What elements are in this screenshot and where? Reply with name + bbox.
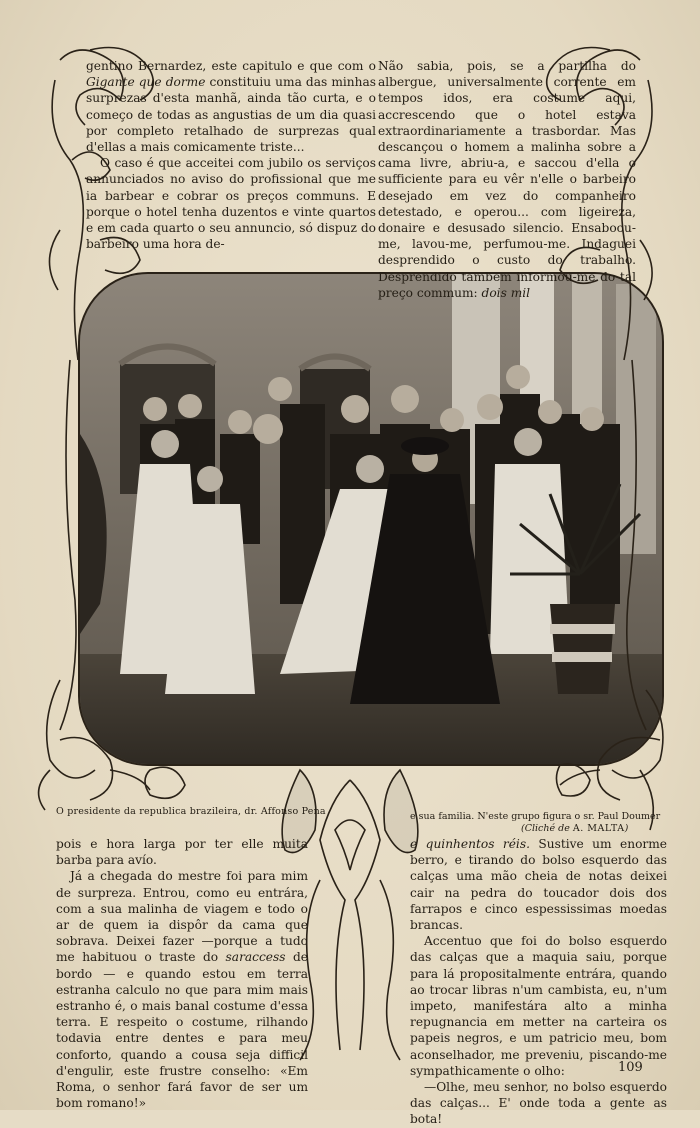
paragraph xyxy=(378,58,636,301)
text-run: gentino Bernardez, este capitulo e que com o xyxy=(86,59,376,73)
paragraph xyxy=(86,58,376,155)
book-title: Gigante que dorme xyxy=(86,75,206,90)
text-run: Não sabia, pois, se a partilha do albergue, universalmente corrente em tempos idos, era costume aqui, accrescendo que o hotel estava extraordinariamente a trasbordar. Mas descançou o homem a malinha sobre a cama livre, abriu-a, e saccou d'ella o sufficiente para eu vêr n'elle o barbeiro desejado em vez do companheiro detestado, e operou... com ligeireza, donaire e desusado silencio. Ensaboou-me, lavou-me, perfumou-me. Indaguei desprendido o custo do trabalho. Desprendido tambem informou-me do tal preço commum: xyxy=(378,59,636,300)
price-text: dois mil xyxy=(481,285,531,300)
article-column-bottom-right xyxy=(410,836,667,1128)
paragraph: O caso é que acceitei com jubilo os serviços annunciados no aviso do profissional que me ia barbear e cobrar os preços communs. E porque o hotel tenha duzentos e vinte quartos e em cada quarto o seu annuncio, só dispuz do barbeiro uma hora de- xyxy=(86,156,376,252)
foreign-word: saraccess xyxy=(225,950,286,965)
article-column-bottom-left xyxy=(56,836,308,1111)
paragraph: —Olhe, meu senhor, no bolso esquerdo das calças... E' onde toda a gente as bota! xyxy=(410,1080,667,1127)
photo-caption-right: e sua familia. N'este grupo figura o sr. Paul Doumer xyxy=(410,811,661,822)
article-column-top-right xyxy=(378,58,636,301)
credit-prefix: (Cliché de xyxy=(521,823,570,834)
credit-name: A. MALTA xyxy=(572,823,625,834)
text-run: Já a chegada do mestre foi para mim de surpreza. Entrou, como eu entrára, com a sua malinha de viagem e todo o ar de quem ia dispôr da cama que sobrava. Deixei fazer —porque a tudo me habituou o traste do xyxy=(56,869,308,965)
paragraph xyxy=(410,836,667,933)
text-run: Sustive um enorme berro, e tirando do bolso esquerdo das calças uma mão cheia de notas deixei cair na pedra do toucador dois dos farrapos e cinco espessissimas moedas brancas. xyxy=(410,837,667,933)
article-column-top-left xyxy=(86,58,376,252)
paragraph xyxy=(56,868,308,1111)
page-number: 109 xyxy=(618,1060,643,1075)
credit-suffix: ) xyxy=(624,823,629,834)
paragraph: Accentuo que foi do bolso esquerdo das calças que a maquia saiu, porque para lá propositalmente entrára, quando ao trocar libras n'um cambista, eu, n'um impeto, manifestára alto a minha repugnancia em metter na carteira os papeis negros, e um patricio meu, bom aconselhador, me preveniu, piscando-me sympathicamente o olho: xyxy=(410,934,667,1078)
photo-credit xyxy=(521,823,628,834)
photograph-image xyxy=(80,274,662,764)
paragraph: pois e hora larga por ter elle muita barba para avío. xyxy=(56,837,308,868)
text-run: constituiu uma das minhas surprezas d'esta manhã, ainda tão curta, e o começo de todas as angustias de um dia quasi por completo retalhado de surprezas qual d'ellas a mais comicamente triste... xyxy=(86,75,376,155)
price-text: e quinhentos réis. xyxy=(410,837,530,851)
photo-caption-left: O presidente da republica brazileira, dr. Affonso Pena xyxy=(56,806,326,817)
group-photograph xyxy=(78,272,664,766)
text-run: de bordo — e quando estou em terra estranha calculo no que para mim mais estranho é, o mais banal costume d'essa terra. E respeito o costume, rilhando todavia entre dentes e para meu conforto, quando a cousa seja difficil d'engulir, este frustre conselho: «Em Roma, o senhor fará favor de ser um bom romano!» xyxy=(56,950,308,1111)
